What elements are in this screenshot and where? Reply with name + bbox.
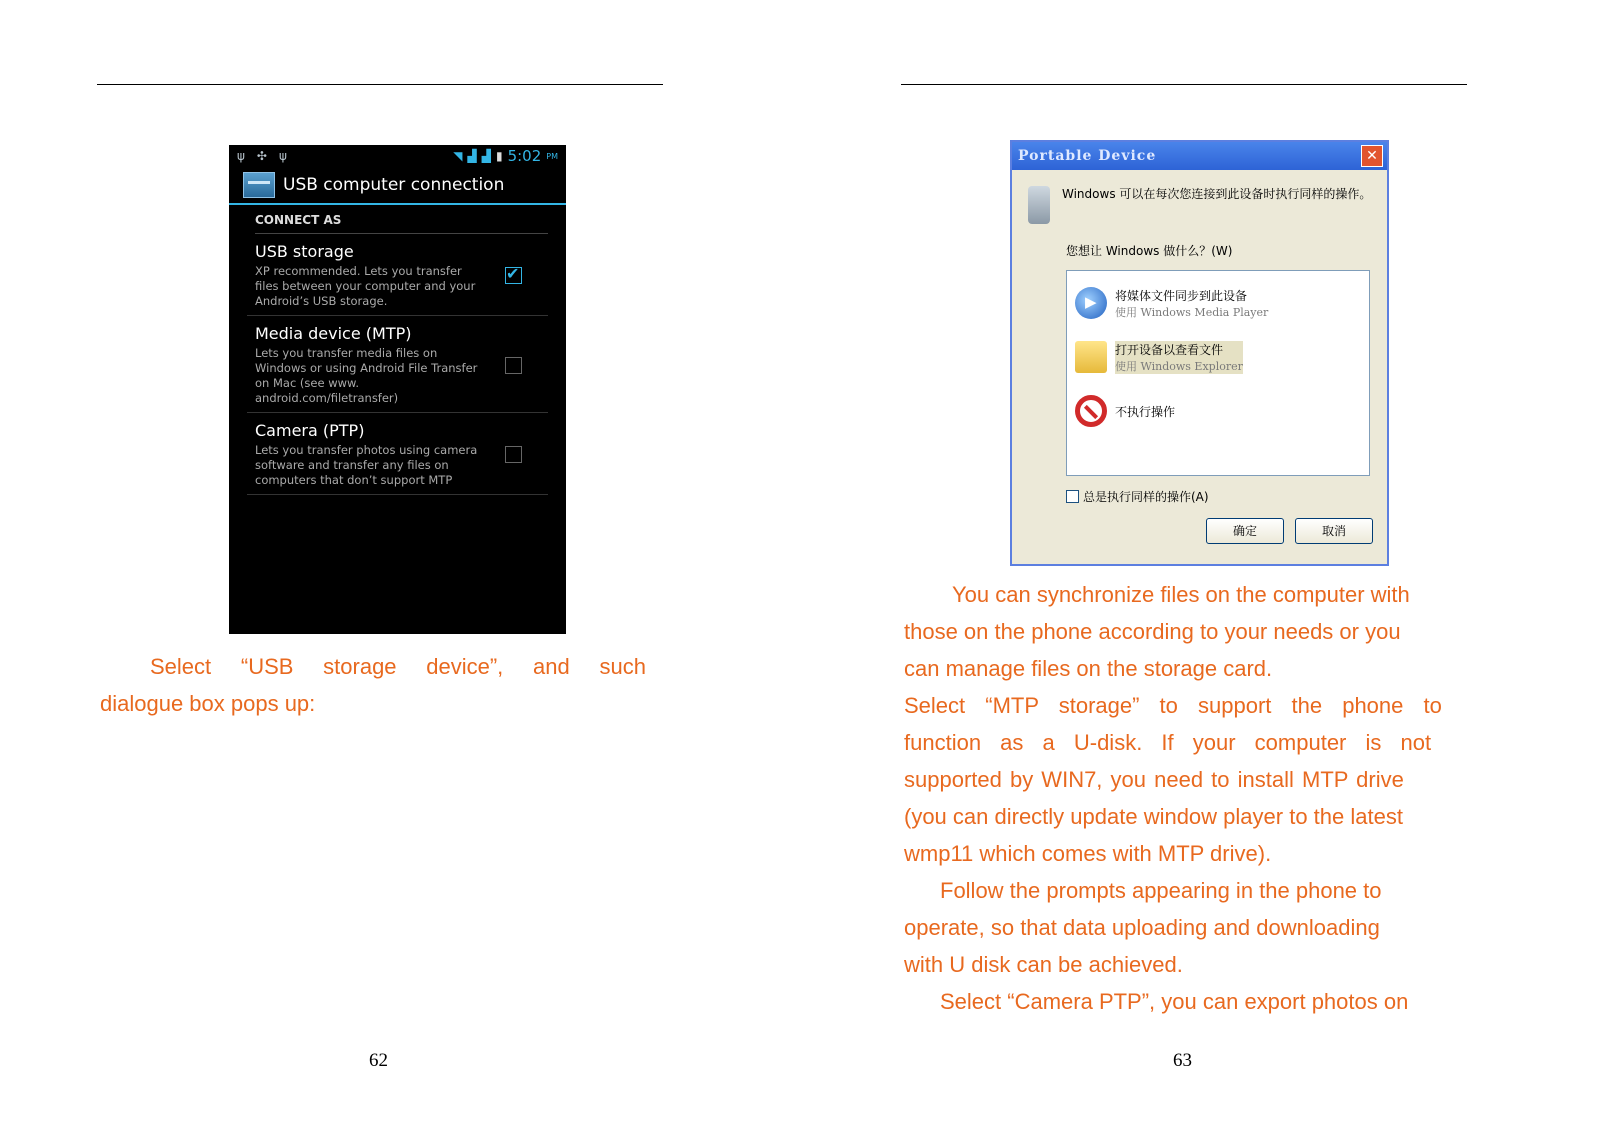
usb-storage-checkbox[interactable] xyxy=(505,267,522,284)
right-body-text xyxy=(904,576,1450,1020)
action-sublabel: 使用 Windows Media Player xyxy=(1115,305,1269,319)
screen-title: USB computer connection xyxy=(283,175,505,195)
text-line: Follow the prompts appearing in the phone to xyxy=(940,878,1382,903)
option-usb-storage[interactable] xyxy=(247,234,548,316)
always-label: 总是执行同样的操作(A) xyxy=(1083,490,1209,504)
portable-device-icon xyxy=(1028,186,1050,224)
action-sync-media[interactable] xyxy=(1075,281,1369,325)
action-label: 不执行操作 xyxy=(1115,404,1176,419)
text-line: those on the phone according to your needs or you xyxy=(904,619,1401,644)
action-open-folder[interactable] xyxy=(1075,335,1369,379)
action-sublabel: 使用 Windows Explorer xyxy=(1115,359,1243,373)
text-line: with U disk can be achieved. xyxy=(904,952,1183,977)
no-action-icon xyxy=(1075,395,1107,427)
section-header: CONNECT AS xyxy=(255,213,548,234)
camera-checkbox[interactable] xyxy=(505,446,522,463)
left-caption xyxy=(100,648,646,722)
usb-settings-icon xyxy=(243,172,275,198)
intro-text: Windows 可以在每次您连接到此设备时执行同样的操作。 xyxy=(1062,187,1372,201)
option-title: Media device (MTP) xyxy=(255,324,412,343)
usb-icon: ψ xyxy=(237,149,245,163)
signal-icon-2: ▟ xyxy=(481,149,491,163)
always-do-this[interactable] xyxy=(1066,488,1209,505)
word: Select xyxy=(150,654,212,679)
wifi-icon: ◥ xyxy=(453,149,463,163)
option-camera[interactable] xyxy=(247,413,548,495)
option-desc: Lets you transfer photos using camera software and transfer any files on computers that don’t support MTP xyxy=(255,443,478,487)
text-line: can manage files on the storage card. xyxy=(904,656,1273,681)
usb-icon-2: ψ xyxy=(278,149,287,163)
always-checkbox[interactable] xyxy=(1066,490,1079,503)
status-bar xyxy=(229,145,566,167)
text-line: wmp11 which comes with MTP drive). xyxy=(904,841,1272,866)
folder-icon xyxy=(1075,341,1107,373)
cancel-button[interactable]: 取消 xyxy=(1295,518,1373,544)
text-line: operate, so that data uploading and downloading xyxy=(904,915,1380,940)
option-desc: XP recommended. Lets you transfer files between your computer and your Android’s USB storage. xyxy=(255,264,476,308)
portable-device-dialog xyxy=(1010,140,1389,566)
status-time: 5:02 xyxy=(507,147,542,165)
caption-line-1 xyxy=(100,648,646,685)
word: “USB xyxy=(240,654,294,679)
word: device”, xyxy=(426,654,504,679)
text-line: (you can directly update window player to the latest xyxy=(904,804,1403,829)
media-player-icon xyxy=(1075,287,1107,319)
action-label: 打开设备以查看文件 xyxy=(1115,342,1224,357)
battery-icon: ▮ xyxy=(495,149,503,163)
android-debug-icon: ✣ xyxy=(256,149,267,163)
dialog-title: Portable Device xyxy=(1018,148,1157,164)
word: such xyxy=(599,654,646,679)
text-line: Select “Camera PTP”, you can export photos on xyxy=(940,989,1409,1014)
action-label: 将媒体文件同步到此设备 xyxy=(1115,288,1248,303)
dialog-intro xyxy=(1028,186,1372,224)
dialog-question: 您想让 Windows 做什么？(W) xyxy=(1066,244,1233,258)
action-bar xyxy=(229,167,566,205)
left-page-number: 62 xyxy=(369,1050,388,1071)
option-title: USB storage xyxy=(255,242,354,261)
caption-line-2: dialogue box pops up: xyxy=(100,691,316,716)
action-list xyxy=(1066,270,1370,476)
ok-button[interactable]: 确定 xyxy=(1206,518,1284,544)
left-header-rule xyxy=(97,84,663,85)
signal-icon: ▟ xyxy=(467,149,477,163)
status-ampm: PM xyxy=(546,151,558,161)
dialog-title-bar xyxy=(1012,142,1387,170)
text-line: supported by WIN7, you need to install MTP drive xyxy=(904,767,1404,792)
word: storage xyxy=(323,654,397,679)
action-take-no-action[interactable] xyxy=(1075,389,1369,433)
right-header-rule xyxy=(901,84,1467,85)
android-usb-screenshot xyxy=(229,145,566,634)
option-title: Camera (PTP) xyxy=(255,421,365,440)
text-line: Select “MTP storage” to support the phone to xyxy=(904,693,1442,718)
word: and xyxy=(533,654,570,679)
option-desc: Lets you transfer media files on Windows or using Android File Transfer on Mac (see www. android.com/filetransfer) xyxy=(255,346,478,405)
close-icon[interactable]: ✕ xyxy=(1361,145,1383,167)
text-line: You can synchronize files on the computer with xyxy=(952,582,1410,607)
media-device-checkbox[interactable] xyxy=(505,357,522,374)
right-page-number: 63 xyxy=(1173,1050,1192,1071)
option-media-device[interactable] xyxy=(247,316,548,413)
text-line: function as a U-disk. If your computer is not xyxy=(904,730,1432,755)
